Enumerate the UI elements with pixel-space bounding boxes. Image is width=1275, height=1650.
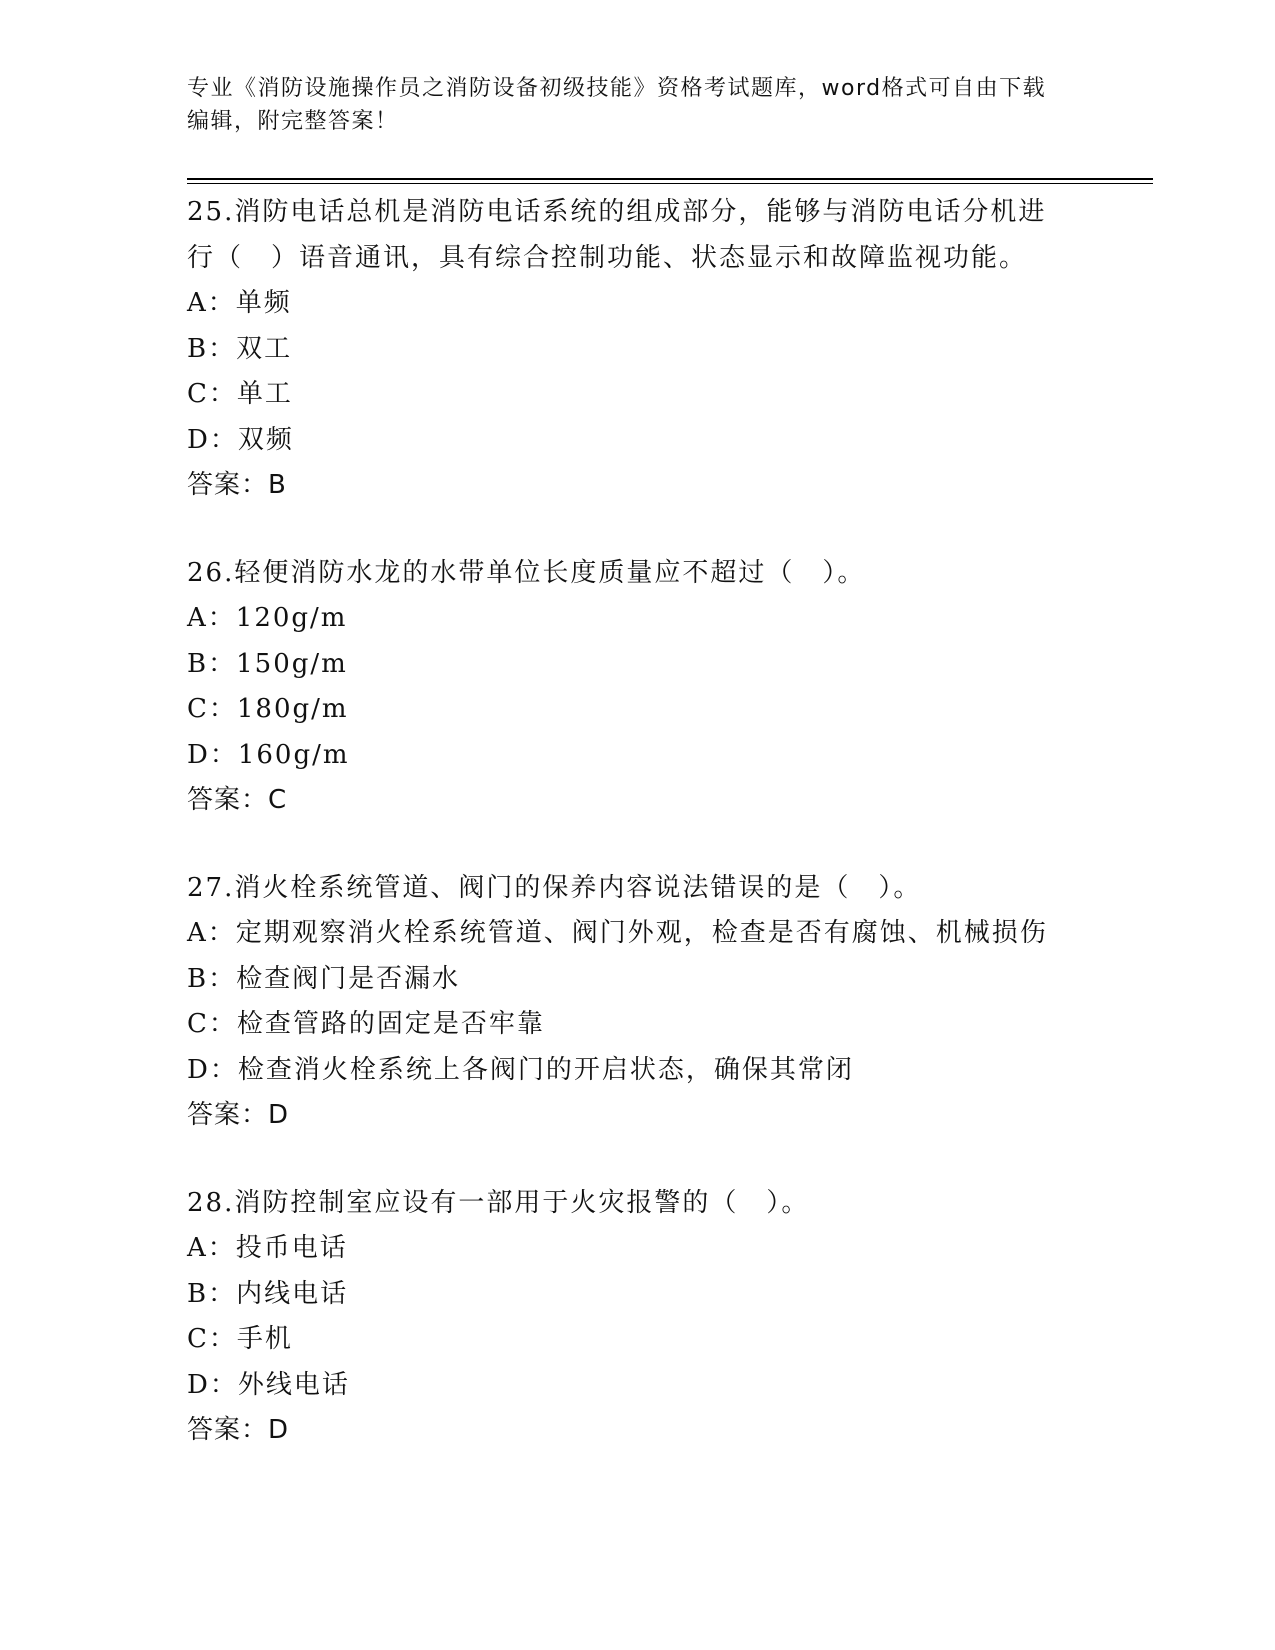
option-d: D：外线电话 <box>187 1369 350 1400</box>
option-c: C：检查管路的固定是否牢靠 <box>187 1009 545 1039</box>
option-a: A：定期观察消火栓系统管道、阀门外观，检查是否有腐蚀、机械损伤 <box>187 918 1048 948</box>
header-rule-thin <box>187 183 1153 184</box>
option-d: D：检查消火栓系统上各阀门的开启状态，确保其常闭 <box>187 1054 854 1085</box>
option-a: A：120g/m <box>187 603 348 633</box>
option-c: C：单工 <box>187 379 293 409</box>
question-stem: 26.轻便消防水龙的水带单位长度质量应不超过（ ）。 <box>187 557 866 588</box>
answer-line: 答案：C <box>187 785 288 815</box>
option-d: D：160g/m <box>187 739 350 770</box>
answer-line: 答案：D <box>187 1100 290 1130</box>
header-rule-thick <box>187 178 1153 180</box>
answer-line: 答案：B <box>187 470 287 500</box>
option-b: B：内线电话 <box>187 1278 349 1309</box>
option-a: A：单频 <box>187 288 292 318</box>
question-stem: 25.消防电话总机是消防电话系统的组成部分，能够与消防电话分机进行（ ）语音通讯，具有综合控制功能、状态显示和故障监视功能。 <box>187 197 1047 273</box>
question-28 <box>187 1181 1087 1454</box>
option-c: C：180g/m <box>187 694 349 724</box>
document-header: 专业《消防设施操作员之消防设备初级技能》资格考试题库，word格式可自由下载编辑，附完整答案！ <box>187 76 1047 134</box>
question-25 <box>187 190 1087 509</box>
option-a: A：投币电话 <box>187 1233 348 1263</box>
question-stem: 28.消防控制室应设有一部用于火灾报警的（ ）。 <box>187 1187 810 1218</box>
option-b: B：检查阀门是否漏水 <box>187 963 461 994</box>
question-26 <box>187 551 1087 824</box>
answer-line: 答案：D <box>187 1415 290 1445</box>
question-stem: 27.消火栓系统管道、阀门的保养内容说法错误的是（ ）。 <box>187 872 922 903</box>
question-27 <box>187 866 1087 1139</box>
option-c: C：手机 <box>187 1324 293 1354</box>
option-d: D：双频 <box>187 424 294 455</box>
option-b: B：双工 <box>187 333 293 364</box>
option-b: B：150g/m <box>187 648 348 679</box>
question-list <box>187 190 1087 1496</box>
